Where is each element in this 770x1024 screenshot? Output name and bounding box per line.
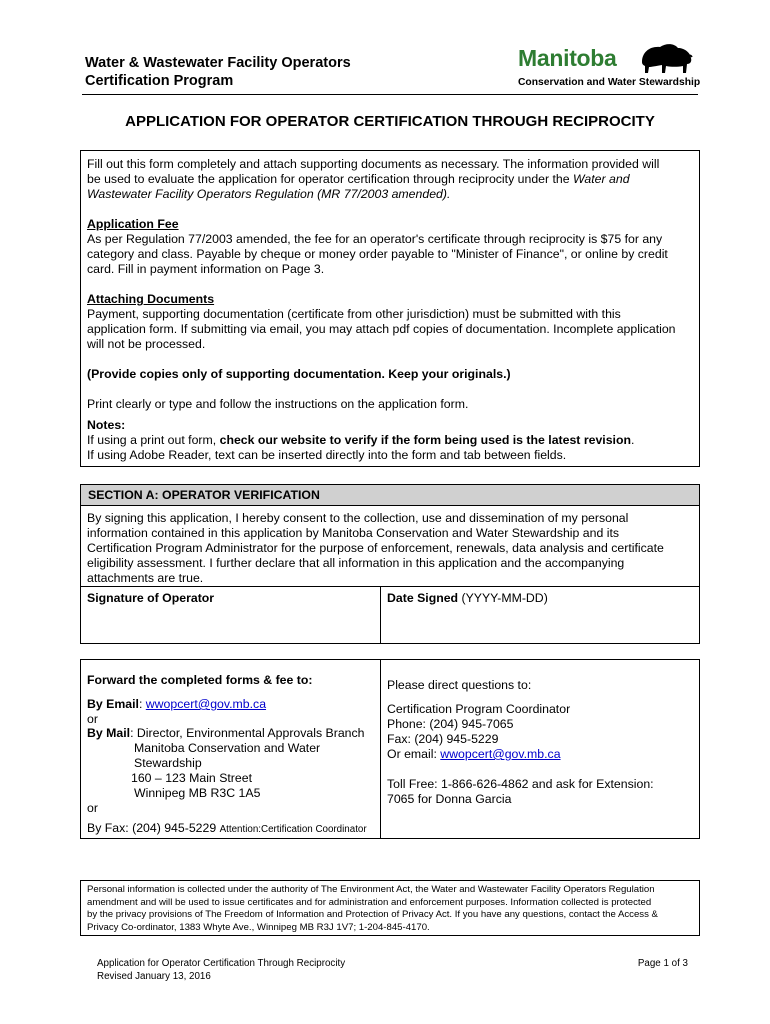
- privacy-line2: amendment and will be used to issue certificates and for administration and enforcement purposes. Information collected is protected: [87, 896, 652, 908]
- program-title-line1: Water & Wastewater Facility Operators: [85, 55, 351, 71]
- signature-label: Signature of Operator: [87, 591, 215, 605]
- documents-heading: Attaching Documents: [87, 292, 215, 306]
- by-email-label: By Email: [87, 697, 139, 711]
- coordinator-email-link[interactable]: wwopcert@gov.mb.ca: [440, 747, 561, 761]
- by-fax-text: By Fax: (204) 945-5229: [87, 821, 220, 835]
- intro-line2: [87, 172, 630, 187]
- by-email-colon: :: [138, 697, 146, 711]
- footer-document-name: Application for Operator Certification Through Reciprocity: [97, 958, 346, 969]
- logo-wordmark: Manitoba: [518, 45, 617, 71]
- fee-line1: As per Regulation 77/2003 amended, the fee for an operator's certificate through reciprocity is $75 for any: [87, 232, 663, 246]
- coordinator-title: Certification Program Coordinator: [387, 702, 571, 716]
- tollfree-line2: 7065 for Donna Garcia: [387, 792, 512, 806]
- privacy-line3: by the privacy provisions of The Freedom of Information and Protection of Privacy Act. If you have any questions, contact the Access &: [87, 909, 658, 920]
- consent-line5: attachments are true.: [87, 571, 204, 585]
- forward-email-link[interactable]: wwopcert@gov.mb.ca: [145, 697, 267, 711]
- coordinator-email-line: [387, 747, 561, 762]
- fee-heading: Application Fee: [87, 217, 179, 231]
- by-mail-label: By Mail: [87, 726, 131, 740]
- tollfree-line1: Toll Free: 1-866-626-4862 and ask for Extension:: [387, 777, 654, 791]
- coordinator-phone: Phone: (204) 945-7065: [387, 717, 514, 731]
- date-format: (YYYY-MM-DD): [458, 591, 548, 605]
- fee-line2: category and class. Payable by cheque or money order payable to "Minister of Finance", or online by credit: [87, 247, 668, 261]
- forward-heading: Forward the completed forms & fee to:: [87, 673, 313, 687]
- signature-column-divider: [380, 586, 381, 644]
- date-label: [387, 591, 548, 606]
- documents-line3: will not be processed.: [87, 337, 206, 351]
- date-signed-field[interactable]: [382, 607, 698, 642]
- or-text-2: or: [87, 801, 98, 815]
- mail-address-line1: : Director, Environmental Approvals Branch: [130, 726, 365, 740]
- privacy-line1: Personal information is collected under the authority of The Environment Act, the Water and Wastewater Facility Operators Regulation: [87, 884, 655, 895]
- contact-column-divider: [380, 659, 381, 839]
- fax-attention: Attention:Certification Coordinator: [219, 824, 367, 835]
- notes-line1-bold: check our website to verify if the form being used is the latest revision: [219, 433, 631, 447]
- date-label-text: Date Signed: [387, 591, 459, 605]
- program-title-line2: Certification Program: [85, 73, 234, 89]
- fee-line3: card. Fill in payment information on Page 3.: [87, 262, 325, 276]
- intro-line1: Fill out this form completely and attach supporting documents as necessary. The information provided will: [87, 157, 660, 171]
- coordinator-fax: Fax: (204) 945-5229: [387, 732, 499, 746]
- intro-line2-text: be used to evaluate the application for operator certification through reciprocity under the: [87, 172, 574, 186]
- consent-line2: information contained in this application by Manitoba Conservation and Water Stewardship and its: [87, 526, 620, 540]
- mail-address-line2: Manitoba Conservation and Water: [134, 741, 321, 755]
- notes-line1: [87, 433, 634, 448]
- documents-line2: application form. If submitting via email, you may attach pdf copies of documentation. Incomplete application: [87, 322, 676, 336]
- by-mail-line: [87, 726, 365, 741]
- program-title: [85, 54, 351, 90]
- consent-line4: eligibility assessment. I further declare that all information in this application and the accompanying: [87, 556, 625, 570]
- consent-line1: By signing this application, I hereby consent to the collection, use and dissemination of my personal: [87, 511, 629, 525]
- regulation-name-part2: Wastewater Facility Operators Regulation (MR 77/2003 amended).: [87, 187, 451, 201]
- bison-icon: [638, 42, 694, 76]
- copies-note: (Provide copies only of supporting documentation. Keep your originals.): [87, 367, 511, 381]
- logo-subtitle: Conservation and Water Stewardship: [518, 77, 701, 88]
- documents-line1: Payment, supporting documentation (certificate from other jurisdiction) must be submitted with this: [87, 307, 621, 321]
- by-fax-line: [87, 821, 367, 837]
- consent-line3: Certification Program Administrator for the purpose of enforcement, renewals, data analysis and certificate: [87, 541, 664, 555]
- notes-line1-end: .: [630, 433, 635, 447]
- page-number: Page 1 of 3: [637, 958, 688, 969]
- or-text-1: or: [87, 712, 98, 726]
- notes-line1-text: If using a print out form,: [87, 433, 220, 447]
- mail-address-line4: 160 – 123 Main Street: [131, 771, 252, 785]
- print-note: Print clearly or type and follow the instructions on the application form.: [87, 397, 469, 411]
- mail-address-line3: Stewardship: [134, 756, 202, 770]
- signature-field[interactable]: [82, 607, 378, 642]
- section-a-heading: SECTION A: OPERATOR VERIFICATION: [80, 484, 700, 506]
- notes-heading: Notes:: [87, 418, 126, 432]
- mail-address-line5: Winnipeg MB R3C 1A5: [134, 786, 261, 800]
- page-title: APPLICATION FOR OPERATOR CERTIFICATION THROUGH RECIPROCITY: [125, 113, 655, 130]
- notes-line2: If using Adobe Reader, text can be inserted directly into the form and tab between fields.: [87, 448, 567, 462]
- coordinator-email-prefix: Or email:: [387, 747, 441, 761]
- privacy-line4: Privacy Co-ordinator, 1383 Whyte Ave., Winnipeg MB R3J 1V7; 1-204-845-4170.: [87, 921, 430, 933]
- header-divider: [82, 94, 698, 95]
- footer-revised-date: Revised January 13, 2016: [97, 970, 211, 982]
- by-email-line: [87, 697, 266, 712]
- signature-row-divider: [80, 586, 700, 587]
- manitoba-logo: [518, 42, 700, 92]
- questions-heading: Please direct questions to:: [387, 678, 532, 692]
- regulation-name-part1: Water and: [573, 172, 630, 186]
